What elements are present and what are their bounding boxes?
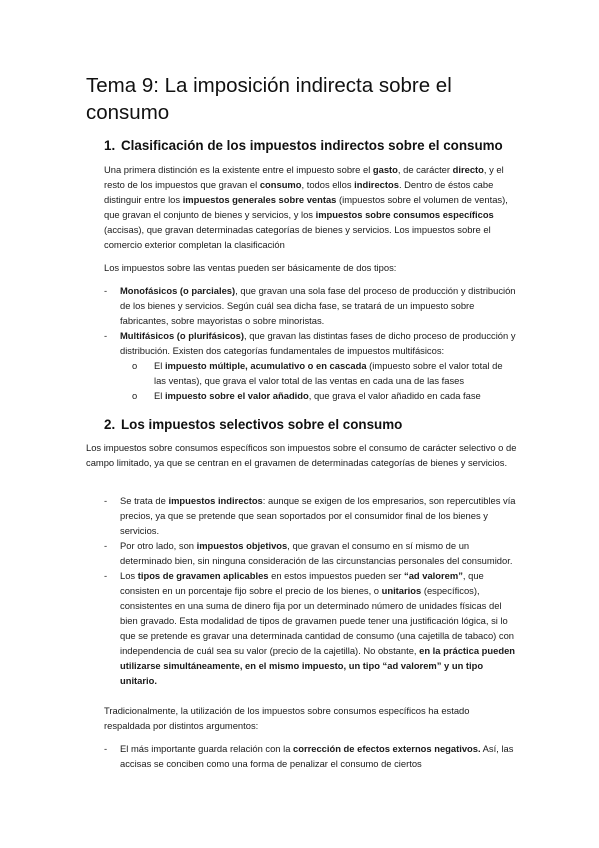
bold-text: consumo <box>259 179 302 190</box>
text-run: , todos ellos <box>301 179 355 190</box>
text-run: El más importante guarda relación con la <box>120 743 294 754</box>
bold-text: unitarios <box>381 585 422 596</box>
text-run: El <box>154 360 165 371</box>
section-title: Clasificación de los impuestos indirectos sobre el consumo <box>121 138 503 153</box>
page-title: Tema 9: La imposición indirecta sobre el consumo <box>86 74 452 124</box>
sub-list-item: o El impuesto múltiple, acumulativo o en cascada (impuesto sobre el valor total de las ventas), que grava el valor total de las ventas en cada una de las fases <box>132 360 503 386</box>
bold-text: indirectos <box>354 179 399 190</box>
list-item: - Monofásicos (o parciales), que gravan una sola fase del proceso de producción y distribución de los bienes y servicios. Según cuál sea dicha fase, se tratará de un impuesto sobre fabricantes, sobre mayoristas o sobre minoristas. <box>104 285 516 326</box>
text-run: Se trata de <box>120 495 169 506</box>
bold-text: tipos de gravamen aplicables <box>137 570 269 581</box>
section-1-intro <box>104 162 518 252</box>
list-item: - Multifásicos (o plurifásicos), que gravan las distintas fases de dicho proceso de producción y distribución. Existen dos categorías fundamentales de impuestos multifásicos: o El impuesto múltiple, acumulativo o en cascada (impuesto sobre el valor total de las ventas), que grava el valor total de las ventas en cada una de las fases o El impuesto sobre el valor añadido, que grava el valor añadido en cada fase <box>104 330 516 401</box>
text-run: Por otro lado, son <box>120 540 197 551</box>
section-number: 1. <box>104 138 116 153</box>
section-2-intro: Los impuestos sobre consumos específicos son impuestos sobre el consumo de carácter selectivo o de campo limitado, ya que se centran en el gravamen de determinadas categorías de bienes y servicios. <box>86 442 517 468</box>
text-run: , de carácter <box>397 164 453 175</box>
text-run: . Dentro de éstos cabe distinguir entre los <box>104 179 494 205</box>
arguments-list <box>104 741 516 771</box>
bold-text: impuestos sobre consumos específicos <box>315 209 494 220</box>
list-item: - Los tipos de gravamen aplicables en estos impuestos pueden ser “ad valorem”, que consisten en un porcentaje fijo sobre el precio de los bienes, o unitarios (específicos), consistentes en una suma de dinero fija por un determinado número de unidades físicas del bien gravado. Esta modalidad de tipos de gravamen puede tener una justificación lógica, si lo que se pretende es gravar una determinada cantidad de consumo (una cajetilla de tabaco) con independencia de cuál sea su valor (precio de la cajetilla). No obstante, en la práctica pueden utilizarse simultáneamente, en el mismo impuesto, un tipo “ad valorem” y un tipo unitario. <box>104 570 516 686</box>
bold-text: “ad valorem” <box>404 570 463 581</box>
bold-text: impuesto sobre el valor añadido <box>164 390 309 401</box>
list-item: - Se trata de impuestos indirectos: aunque se exigen de los empresarios, son repercutibles vía precios, ya que se pretende que sean soportados por el consumidor final de los bienes y servicios. <box>104 495 516 536</box>
bold-text: en la práctica pueden utilizarse simultáneamente, en el mismo impuesto, un tipo “ad valorem” y un tipo unitario. <box>120 645 516 686</box>
bold-text: impuestos objetivos <box>196 540 288 551</box>
text-run: en estos impuestos pueden ser <box>268 570 405 581</box>
text-run: Los <box>120 570 138 581</box>
section-1-para-2: Los impuestos sobre las ventas pueden ser básicamente de dos tipos: <box>104 262 397 273</box>
text-run: , que gravan las distintas fases de dicho proceso de producción y distribución. Existen dos categorías fundamentales de impuestos multifásicos: <box>120 330 516 356</box>
text-run: , que gravan el consumo en sí mismo de un determinado bien, sin ninguna consideración de las circunstancias personales del consumidor. <box>120 540 513 566</box>
bold-text: impuestos indirectos <box>168 495 263 506</box>
text-run: , y el resto de los impuestos que gravan el <box>104 164 504 190</box>
section-title: Los impuestos selectivos sobre el consumo <box>121 417 403 432</box>
text-run: (específicos), consistentes en una suma de dinero fija por un determinado número de unidades físicas del bien gravado. Esta modalidad de tipos de gravamen puede tener una justificación lógica, si lo que se pretende es gravar una determinada cantidad de consumo (una cajetilla de tabaco) con independencia de cuál sea su valor (precio de la cajetilla). No obstante, <box>120 585 515 656</box>
bold-text: Multifásicos (o plurifásicos) <box>120 330 244 341</box>
text-run: : aunque se exigen de los empresarios, son repercutibles vía precios, ya que se pretende que sean soportados por el consumidor final de los bienes y servicios. <box>120 495 516 536</box>
sales-tax-types-list <box>104 283 516 403</box>
selective-tax-features-list <box>104 493 516 688</box>
text-run: El <box>154 390 165 401</box>
bold-text: impuesto múltiple, acumulativo o en cascada <box>164 360 367 371</box>
section-2-para-2: Tradicionalmente, la utilización de los impuestos sobre consumos específicos ha estado respaldada por distintos argumentos: <box>104 705 470 731</box>
bold-text: Monofásicos (o parciales) <box>120 285 236 296</box>
multiphase-subtypes-list <box>120 358 516 403</box>
bold-text: impuestos generales sobre ventas <box>182 194 337 205</box>
text-run: Así, las accisas se conciben como una forma de penalizar el consumo de ciertos <box>120 743 514 769</box>
text-run: (impuesto sobre el valor total de las ventas), que grava el valor total de las ventas en cada una de las fases <box>154 360 503 386</box>
text-run: (accisas), que gravan determinadas categorías de bienes y servicios. Los impuestos sobre el comercio exterior completan la clasificación <box>104 224 491 250</box>
text-run: Una primera distinción es la existente entre el impuesto sobre el <box>104 164 373 175</box>
bold-text: gasto <box>372 164 398 175</box>
text-run: (impuestos sobre el volumen de ventas), que gravan el conjunto de bienes y servicios, y los <box>104 194 508 220</box>
section-2-heading <box>104 416 402 433</box>
sub-list-item: o El impuesto sobre el valor añadido, que grava el valor añadido en cada fase <box>132 390 481 401</box>
section-1-heading <box>104 137 503 154</box>
list-item: - Por otro lado, son impuestos objetivos, que gravan el consumo en sí mismo de un determinado bien, sin ninguna consideración de las circunstancias personales del consumidor. <box>104 540 513 566</box>
bold-text: directo <box>452 164 484 175</box>
list-item: - El más importante guarda relación con la corrección de efectos externos negativos. Así, las accisas se conciben como una forma de penalizar el consumo de ciertos <box>104 743 514 769</box>
section-number: 2. <box>104 417 116 432</box>
text-run: , que grava el valor añadido en cada fase <box>308 390 481 401</box>
bold-text: corrección de efectos externos negativos. <box>293 743 481 754</box>
text-run: , que consisten en un porcentaje fijo sobre el precio de los bienes, o <box>120 570 484 596</box>
text-run: , que gravan una sola fase del proceso de producción y distribución de los bienes y servicios. Según cuál sea dicha fase, se tratará de un impuesto sobre fabricantes, sobre mayoristas o sobre minoristas. <box>120 285 516 326</box>
